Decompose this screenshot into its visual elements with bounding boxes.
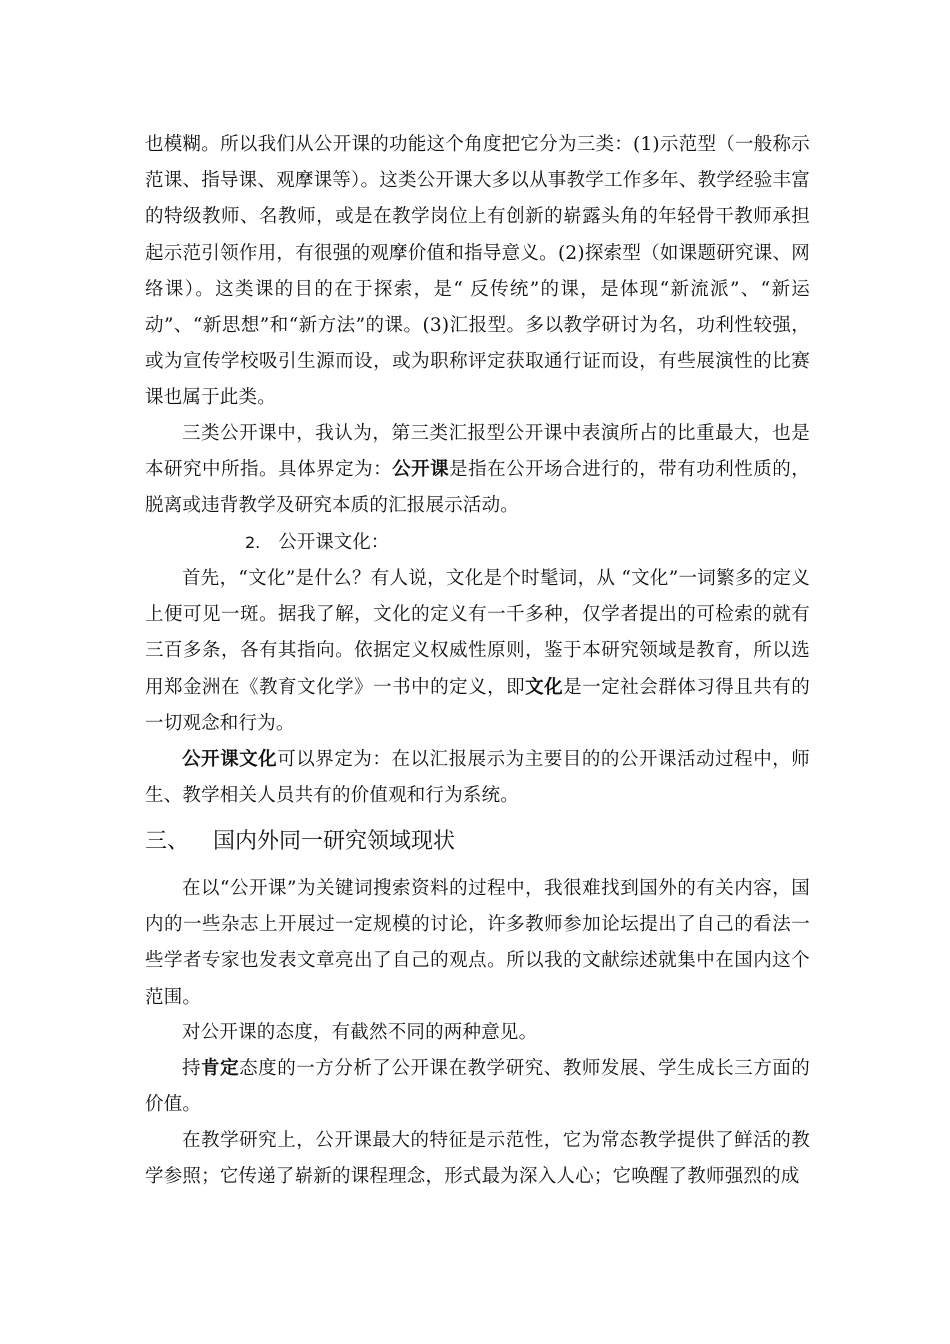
paragraph-text: 首先，“文化”是什么？有人说，文化是个时髦词，从 “文化”一词繁多的定义上便可见一斑。据我了解，文化的定义有一千多种，仅学者提出的可检索的就有三百多条，各有其指向。依据定义权威性原则，鉴于本研究领域是教育，所以选用郑金洲在《教育文化学》一书中的定义，即: [145, 568, 810, 698]
section-number: 三、: [145, 829, 190, 854]
paragraph-text: 三类公开课中，我认为，第三类汇报型公开课中表演所占的比重最大，也是本研究中所指。具体界定为：: [145, 423, 810, 481]
paragraph-text: 在教学研究上，公开课最大的特征是示范性，它为常态教学提供了鲜活的教学参照；它传递了崭新的课程理念，形式最为深入人心；它唤醒了教师强烈的成: [145, 1130, 810, 1188]
paragraph-open-class-culture: [145, 742, 810, 814]
paragraph-text: 对公开课的态度，有截然不同的两种意见。: [182, 1022, 538, 1043]
paragraph-text: 持: [182, 1058, 202, 1079]
term-positive: 肯定: [201, 1058, 240, 1079]
section-title: 国内外同一研究领域现状: [213, 829, 456, 854]
term-culture: 文化: [525, 676, 564, 698]
paragraph-culture-definition: [145, 561, 810, 742]
subsection-title: 公开课文化：: [278, 532, 390, 553]
paragraph-literature-scope: [145, 871, 810, 1016]
term-open-class: 公开课: [392, 459, 450, 481]
paragraph-definition-open-class: [145, 416, 810, 525]
paragraph-teaching-research: [145, 1123, 810, 1195]
paragraph-text: 是指在公开场合进行的，带有功利性质的，脱离或违背教学及研究本质的汇报展示活动。: [145, 459, 810, 517]
paragraph-text: 是一定社会群体习得且共有的一切观念和行为。: [145, 676, 810, 734]
paragraph-text: 在以“公开课”为关键词搜索资料的过程中，我很难找到国外的有关内容，国内的一些杂志上开展过一定规模的讨论，许多教师参加论坛提出了自己的看法一些学者专家也发表文章亮出了自己的观点。所以我的文献综述就集中在国内这个范围。: [145, 878, 810, 1008]
paragraph-text: 态度的一方分析了公开课在教学研究、教师发展、学生成长三方面的价值。: [145, 1058, 810, 1116]
paragraph-positive-view: [145, 1051, 810, 1123]
subsection-heading: [245, 525, 389, 561]
paragraph-text: 可以界定为：在以汇报展示为主要目的的公开课活动过程中，师生、教学相关人员共有的价值观和行为系统。: [145, 749, 810, 807]
term-open-class-culture: 公开课文化: [182, 749, 278, 770]
paragraph-text: 也模糊。所以我们从公开课的功能这个角度把它分为三类：(1)示范型（一般称示范课、指导课、观摩课等）。这类公开课大多以从事教学工作多年、教学经验丰富的特级教师、名教师，或是在教学岗位上有创新的崭露头角的年轻骨干教师承担起示范引领作用，有很强的观摩价值和指导意义。(2)探索型（如课题研究课、网络课）。这类课的目的在于探索，是“ 反传统”的课，是体现“新流派”、“新运动”、“新思想”和“新方法”的课。(3)汇报型。多以教学研讨为名，功利性较强，或为宣传学校吸引生源而设，或为职称评定获取通行证而设，有些展演性的比赛课也属于此类。: [145, 134, 810, 409]
paragraph-classification: [145, 127, 810, 417]
paragraph-two-opinions: [145, 1015, 810, 1051]
subsection-number: 2.: [245, 533, 261, 552]
section-heading: [145, 822, 455, 862]
